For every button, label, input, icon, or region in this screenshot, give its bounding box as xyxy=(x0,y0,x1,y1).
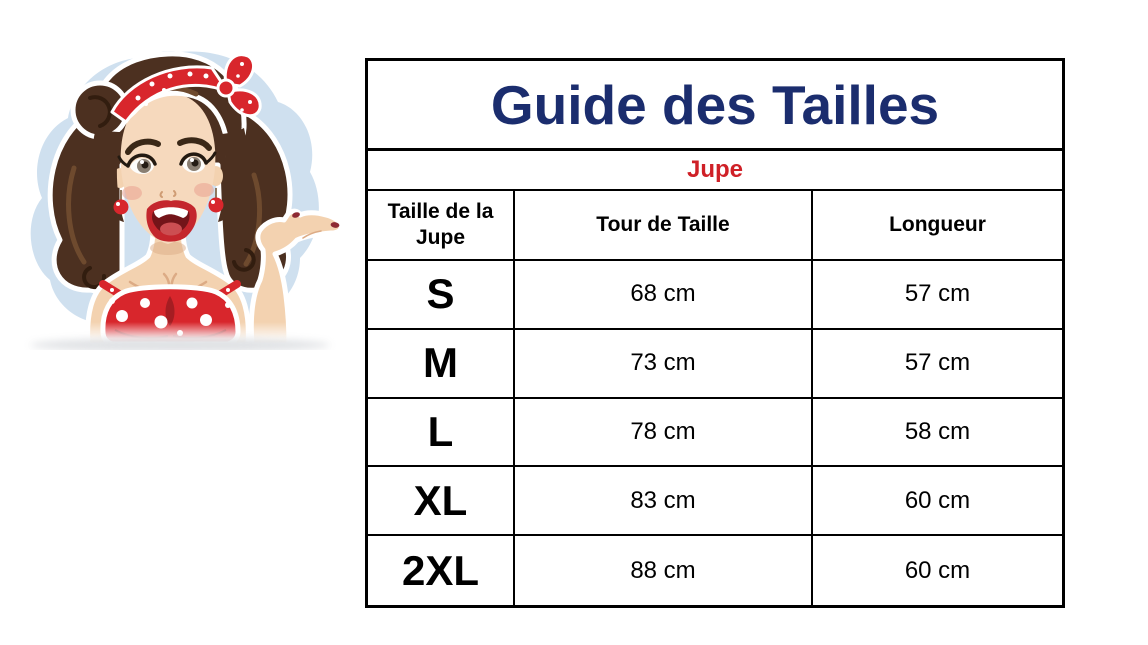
waist-cell: 83 cm xyxy=(515,467,813,536)
category-label: Jupe xyxy=(686,156,743,183)
waist-cell: 73 cm xyxy=(515,330,813,399)
waist-cell: 68 cm xyxy=(515,261,813,330)
column-header-waist: Tour de Taille xyxy=(515,191,813,261)
size-cell: 2XL xyxy=(368,536,515,605)
length-cell: 57 cm xyxy=(813,261,1062,330)
size-guide-table xyxy=(365,58,1065,608)
title-row xyxy=(368,61,1062,151)
pinup-woman-illustration xyxy=(0,0,360,350)
length-cell: 58 cm xyxy=(813,399,1062,468)
length-cell: 57 cm xyxy=(813,330,1062,399)
length-cell: 60 cm xyxy=(813,467,1062,536)
size-cell: XL xyxy=(368,467,515,536)
category-row xyxy=(368,151,1062,191)
column-header-size: Taille de la Jupe xyxy=(368,191,515,261)
waist-cell: 88 cm xyxy=(515,536,813,605)
page-title: Guide des Tailles xyxy=(490,73,940,136)
waist-cell: 78 cm xyxy=(515,399,813,468)
size-cell: M xyxy=(368,330,515,399)
length-cell: 60 cm xyxy=(904,556,971,584)
size-cell: S xyxy=(368,261,515,330)
table-grid xyxy=(368,191,1062,605)
size-cell: L xyxy=(368,399,515,468)
column-header-length: Longueur xyxy=(813,191,1062,261)
